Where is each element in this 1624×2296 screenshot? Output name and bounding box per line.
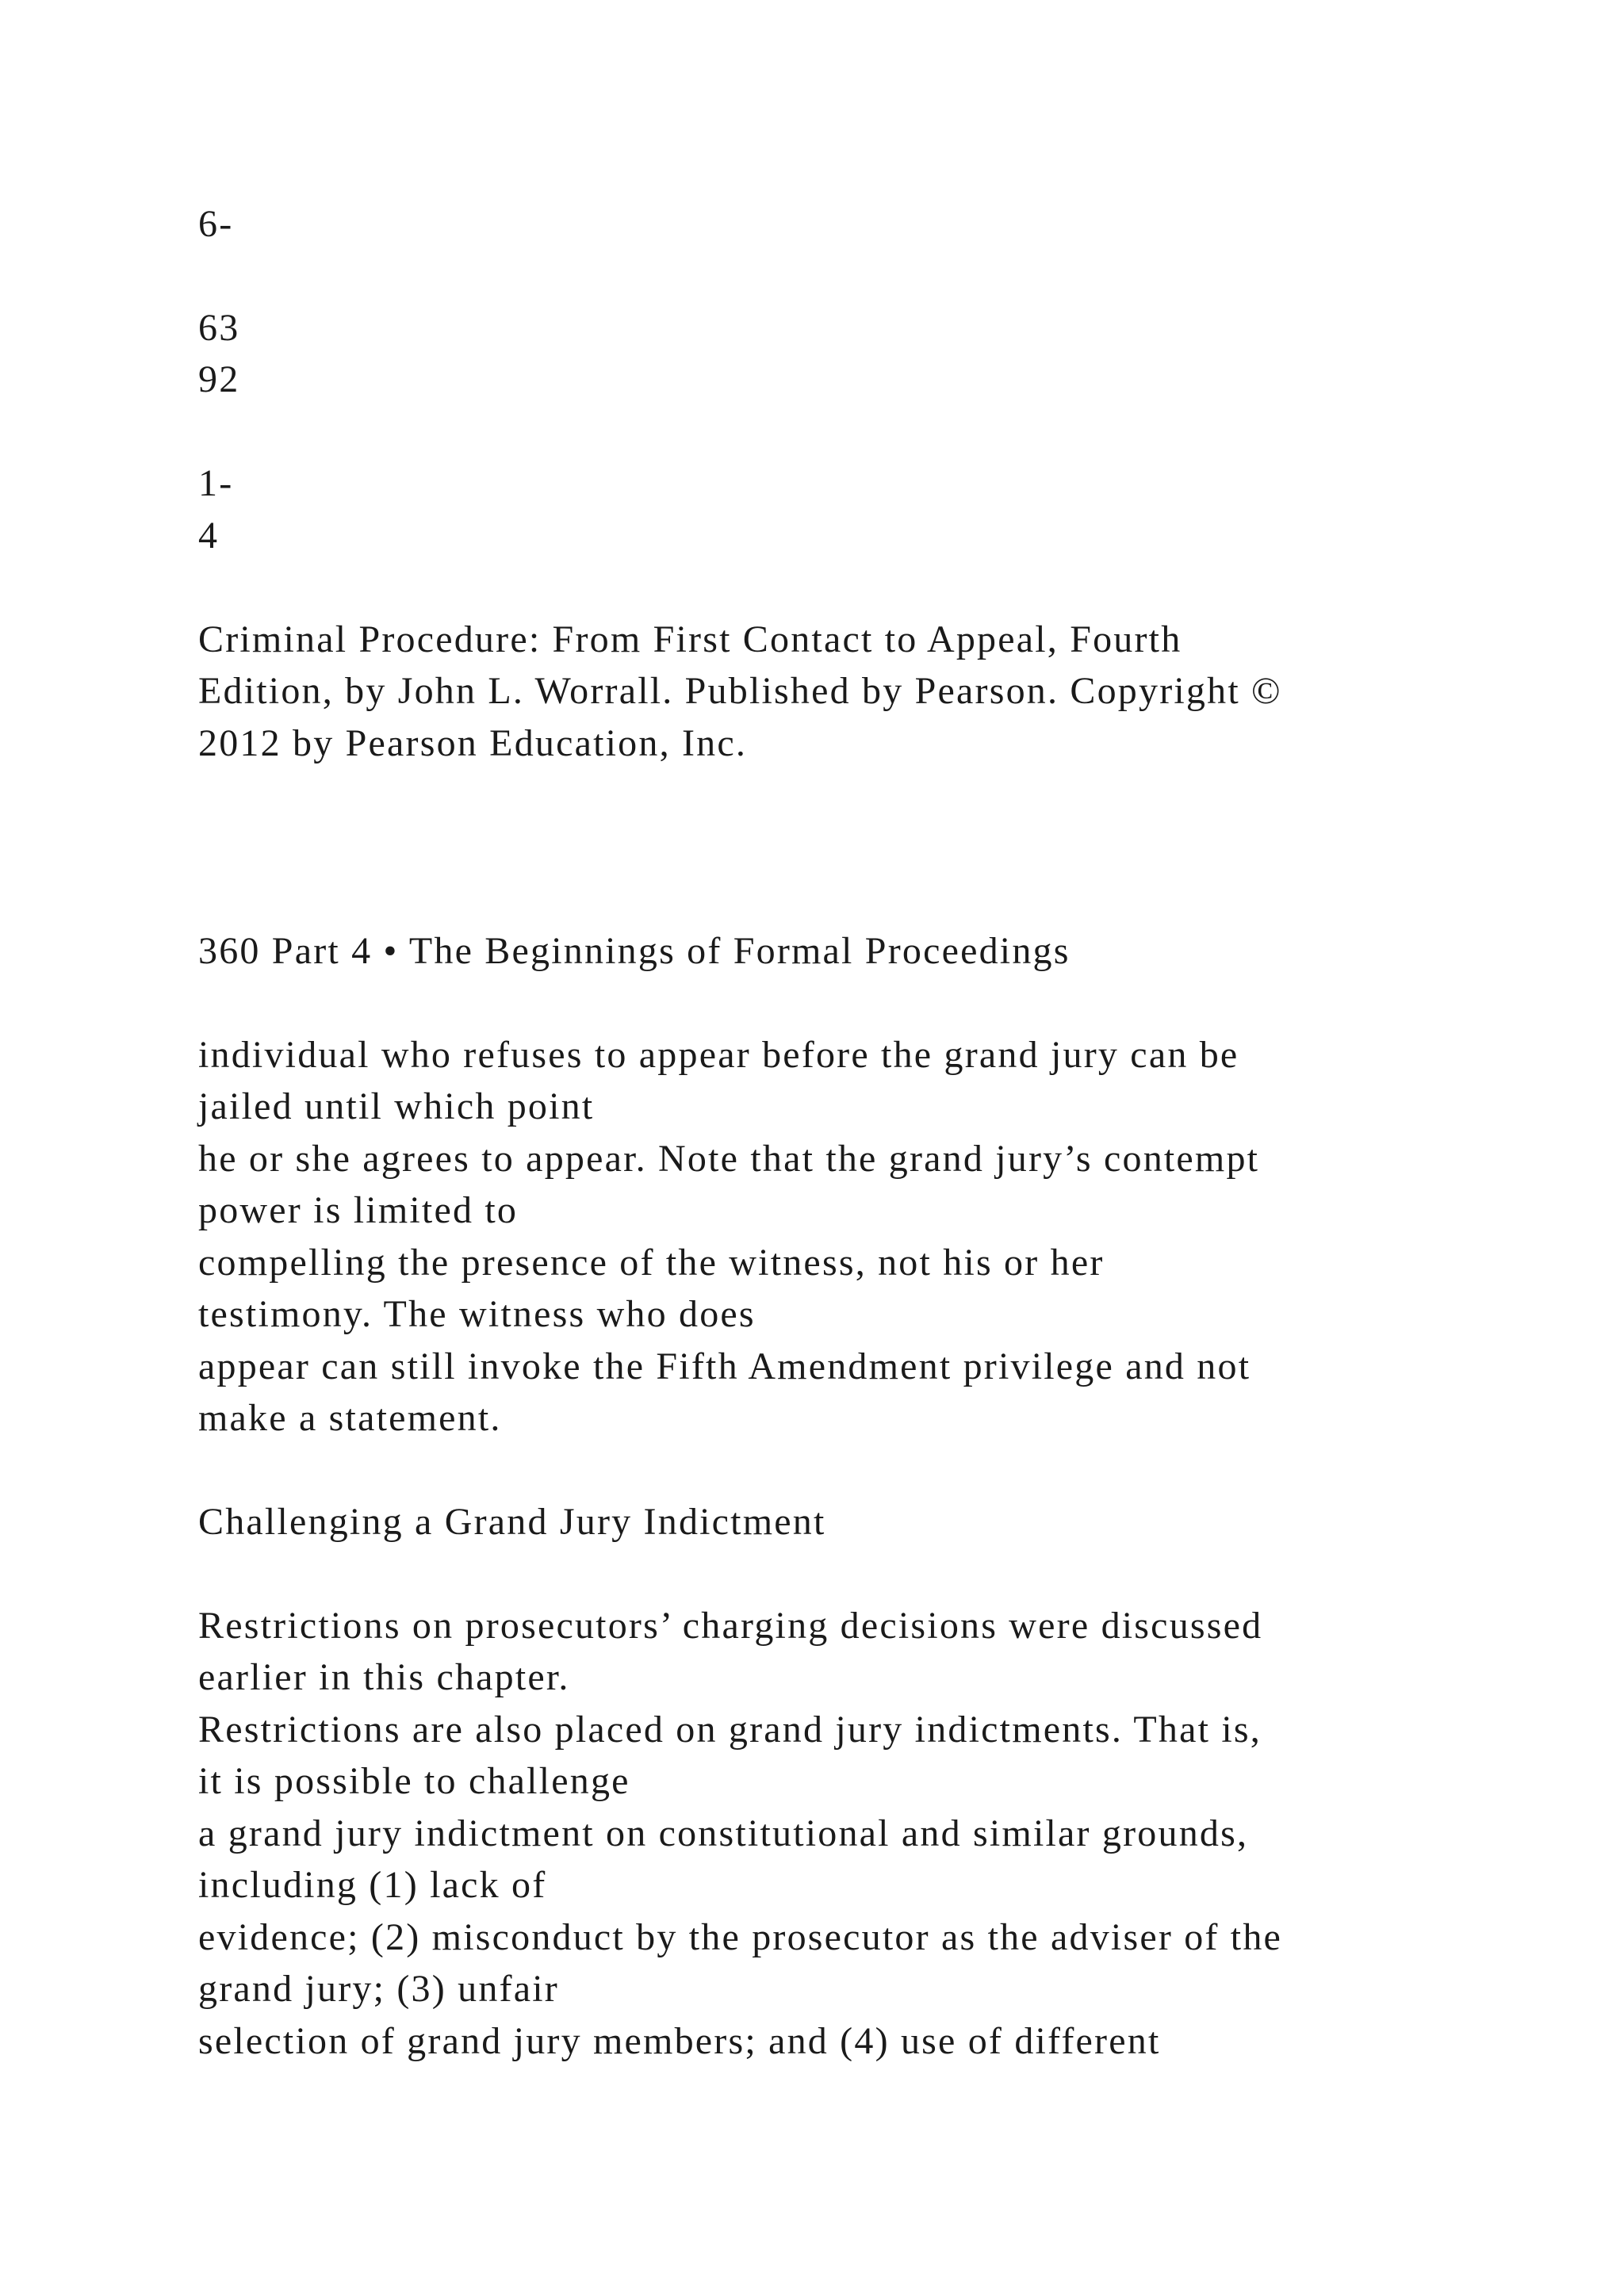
- paragraph-line: earlier in this chapter.: [198, 1656, 570, 1698]
- paragraph-line: power is limited to: [198, 1189, 519, 1231]
- page-code-line: 92: [198, 358, 240, 400]
- paragraph-line: make a statement.: [198, 1397, 502, 1439]
- paragraph-line: testimony. The witness who does: [198, 1293, 756, 1335]
- section-heading: Challenging a Grand Jury Indictment: [198, 1501, 826, 1543]
- citation-line: 2012 by Pearson Education, Inc.: [198, 722, 748, 764]
- paragraph-line: a grand jury indictment on constitutional and similar grounds,: [198, 1812, 1249, 1854]
- page-code-line: 1-: [198, 462, 234, 504]
- paragraph-line: it is possible to challenge: [198, 1760, 630, 1802]
- paragraph-line: appear can still invoke the Fifth Amendment privilege and not: [198, 1345, 1251, 1387]
- paragraph-line: Restrictions are also placed on grand jury indictments. That is,: [198, 1709, 1262, 1751]
- page-code-line: 4: [198, 515, 220, 557]
- paragraph-line: selection of grand jury members; and (4) use of different: [198, 2020, 1161, 2062]
- paragraph-line: jailed until which point: [198, 1085, 595, 1127]
- citation-line: Edition, by John L. Worrall. Published by Pearson. Copyright ©: [198, 670, 1282, 712]
- citation-line: Criminal Procedure: From First Contact to Appeal, Fourth: [198, 618, 1182, 660]
- paragraph-line: including (1) lack of: [198, 1864, 547, 1906]
- paragraph-line: he or she agrees to appear. Note that the grand jury’s contempt: [198, 1138, 1260, 1180]
- paragraph-line: individual who refuses to appear before the grand jury can be: [198, 1034, 1239, 1076]
- paragraph-line: compelling the presence of the witness, not his or her: [198, 1242, 1105, 1284]
- page-code-line: 6-: [198, 203, 234, 245]
- paragraph-line: grand jury; (3) unfair: [198, 1968, 559, 2010]
- paragraph-line: evidence; (2) misconduct by the prosecutor as the adviser of the: [198, 1916, 1283, 1958]
- page-code-line: 63: [198, 307, 240, 349]
- paragraph-line: Restrictions on prosecutors’ charging decisions were discussed: [198, 1605, 1263, 1647]
- running-header: 360 Part 4 • The Beginnings of Formal Proceedings: [198, 930, 1071, 972]
